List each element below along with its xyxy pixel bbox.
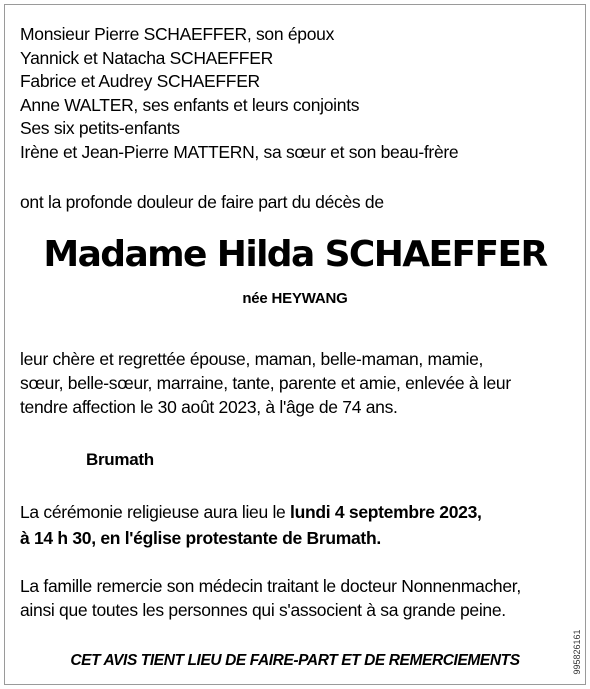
family-member: Fabrice et Audrey SCHAEFFER	[20, 71, 260, 92]
thanks-line: La famille remercie son médecin traitant le docteur Nonnenmacher,	[20, 576, 521, 596]
closing-notice: CET AVIS TIENT LIEU DE FAIRE-PART ET DE REMERCIEMENTS	[70, 652, 520, 669]
family-member: Irène et Jean-Pierre MATTERN, sa sœur et son beau-frère	[20, 141, 459, 162]
family-member: Yannick et Natacha SCHAEFFER	[20, 47, 273, 68]
ceremony-line-2	[20, 525, 482, 551]
reference-number	[570, 622, 584, 682]
description-line: sœur, belle-sœur, marraine, tante, parente et amie, enlevée à leur	[20, 373, 511, 393]
ceremony-date: lundi 4 septembre 2023,	[290, 502, 482, 522]
description-line: tendre affection le 30 août 2023, à l'âge de 74 ans.	[20, 397, 398, 417]
deceased-name: Madame Hilda SCHAEFFER	[43, 234, 547, 275]
family-member: Monsieur Pierre SCHAEFFER, son époux	[20, 24, 335, 44]
maiden-name: née HEYWANG	[242, 290, 348, 307]
announcement-line: ont la profonde douleur de faire part du décès de	[20, 192, 384, 212]
ceremony-line-1	[20, 499, 482, 525]
description-line: leur chère et regrettée épouse, maman, belle-maman, mamie,	[20, 349, 484, 369]
family-member: Ses six petits-enfants	[20, 118, 180, 139]
reference-number-text: 995826161	[572, 629, 582, 675]
description-paragraph	[20, 347, 570, 419]
thanks-paragraph	[20, 574, 521, 622]
ceremony-details: à 14 h 30, en l'église protestante de Brumath.	[20, 528, 381, 548]
family-list	[20, 23, 458, 165]
family-member: Anne WALTER, ses enfants et leurs conjoints	[20, 94, 360, 115]
ceremony-paragraph	[20, 499, 482, 551]
town-name: Brumath	[86, 450, 154, 469]
ceremony-intro: La cérémonie religieuse aura lieu le	[20, 502, 291, 522]
thanks-line: ainsi que toutes les personnes qui s'associent à sa grande peine.	[20, 600, 506, 620]
